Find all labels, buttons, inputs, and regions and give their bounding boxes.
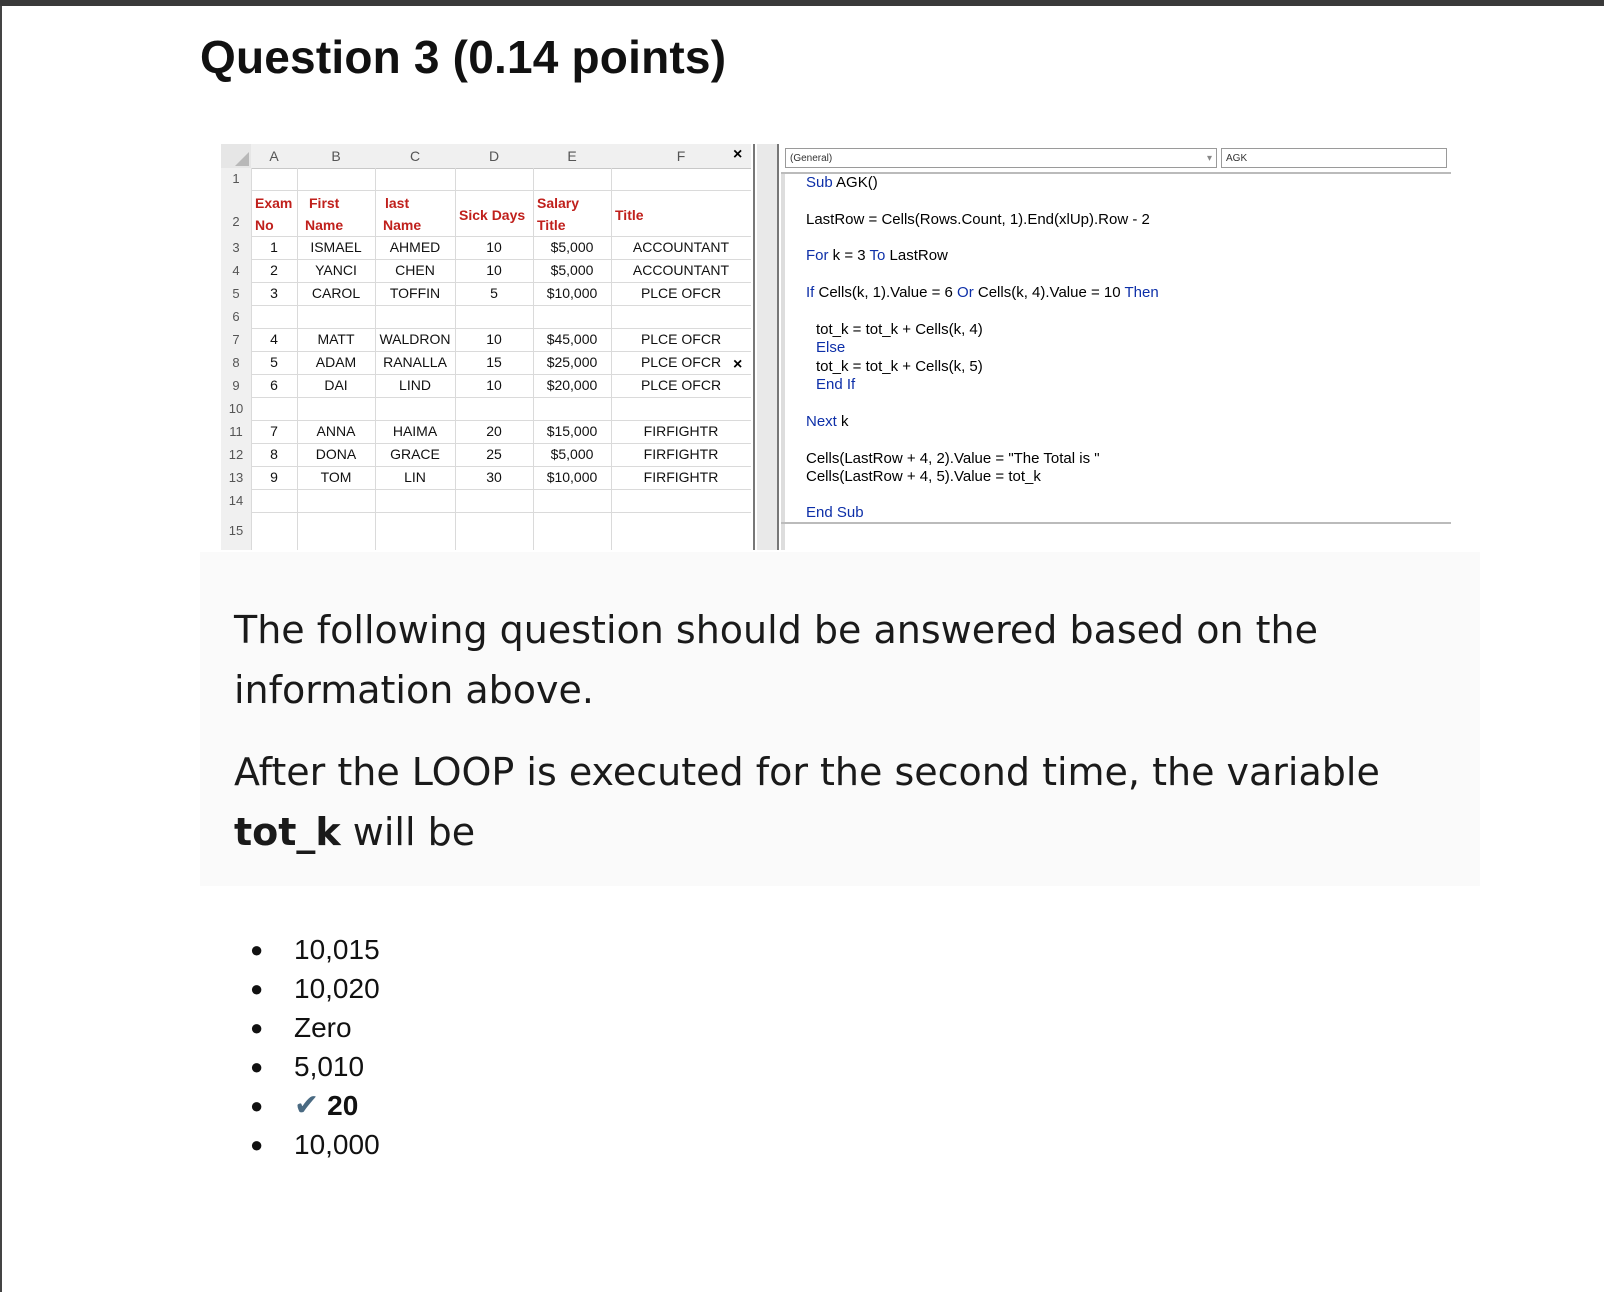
answer-label: 20 <box>327 1090 359 1121</box>
code-line-endsub[interactable]: End Sub <box>806 504 864 521</box>
for-end: LastRow <box>885 247 948 264</box>
grid-hline <box>251 305 751 306</box>
answer-label: Zero <box>294 1012 352 1043</box>
cell-title[interactable]: PLCE OFCR <box>640 354 722 370</box>
cell-title[interactable]: FIRFIGHTR <box>643 469 719 485</box>
cell-first[interactable]: ISMAEL <box>310 239 362 255</box>
row-number[interactable]: 14 <box>221 489 251 512</box>
cell-exam[interactable]: 7 <box>270 423 278 439</box>
cell-sick[interactable]: 5 <box>490 285 498 301</box>
split-scroll-strip[interactable] <box>757 144 777 550</box>
cell-last[interactable]: WALDRON <box>379 331 451 347</box>
kw-then: Then <box>1124 284 1159 301</box>
code-line-else[interactable]: Else <box>816 339 846 356</box>
grid-hline <box>251 512 751 513</box>
kw-next: Next <box>806 413 837 430</box>
kw-for: For <box>806 247 829 264</box>
prompt-line-4 <box>234 802 475 862</box>
cell-sick[interactable]: 20 <box>486 423 502 439</box>
bullet-icon: ● <box>250 1054 264 1079</box>
cell-first[interactable]: ANNA <box>316 423 356 439</box>
cell-last[interactable]: RANALLA <box>383 354 447 370</box>
bullet-icon: ● <box>250 1093 264 1118</box>
cell-title[interactable]: ACCOUNTANT <box>632 239 730 255</box>
cell-first[interactable]: DONA <box>315 446 357 462</box>
cell-first[interactable]: TOM <box>320 469 352 485</box>
cell-salary[interactable]: $10,000 <box>546 469 598 485</box>
cell-salary[interactable]: $20,000 <box>546 377 598 393</box>
grid-hline <box>251 190 751 191</box>
select-all-corner[interactable] <box>221 144 251 168</box>
editor-bottom-divider <box>781 522 1451 524</box>
cell-salary[interactable]: $25,000 <box>546 354 598 370</box>
answer-label: 5,010 <box>294 1051 365 1082</box>
cell-first[interactable]: MATT <box>317 331 355 347</box>
object-combo[interactable] <box>785 148 1217 168</box>
cell-title[interactable]: FIRFIGHTR <box>643 446 719 462</box>
cell-title[interactable]: PLCE OFCR <box>640 285 722 301</box>
header-title: Title <box>615 207 644 223</box>
row-number[interactable]: 15 <box>221 512 251 550</box>
cell-first[interactable]: ADAM <box>315 354 357 370</box>
prompt-line-4-rest: will be <box>340 810 476 854</box>
cell-first[interactable]: CAROL <box>311 285 361 301</box>
cell-sick[interactable]: 10 <box>486 331 502 347</box>
code-line-endif[interactable]: End If <box>816 376 856 393</box>
bullet-icon: ● <box>250 1132 264 1157</box>
cell-first[interactable]: YANCI <box>315 262 357 278</box>
kw-if: If <box>806 284 815 301</box>
cell-title[interactable]: PLCE OFCR <box>640 331 722 347</box>
cell-exam[interactable]: 3 <box>270 285 278 301</box>
next-end: k <box>836 413 849 430</box>
cell-sick[interactable]: 15 <box>486 354 502 370</box>
cell-exam[interactable]: 9 <box>270 469 278 485</box>
cell-exam[interactable]: 5 <box>270 354 278 370</box>
prompt-line-2: information above. <box>234 668 594 712</box>
pane-divider <box>753 144 755 550</box>
code-line-for[interactable] <box>806 247 948 264</box>
object-combo-value: (General) <box>790 153 833 164</box>
row-number[interactable]: 11 <box>221 420 251 443</box>
cell-exam[interactable]: 6 <box>270 377 278 393</box>
bullet-icon: ● <box>250 976 264 1001</box>
cell-exam[interactable]: 1 <box>270 239 278 255</box>
cell-salary[interactable]: $5,000 <box>550 262 594 278</box>
bullet-icon: ● <box>250 937 264 962</box>
header-salary-title: Salary <box>537 195 580 211</box>
answer-label: 10,000 <box>294 1129 380 1160</box>
column-letter[interactable]: B <box>331 148 341 164</box>
cell-salary[interactable]: $15,000 <box>546 423 598 439</box>
question-title: Question 3 (0.14 points) <box>200 31 727 83</box>
column-letter[interactable]: D <box>488 148 500 164</box>
chevron-down-icon: ▾ <box>1206 153 1212 164</box>
column-letter[interactable]: A <box>269 148 279 164</box>
row-number[interactable]: 10 <box>221 397 251 420</box>
row-number[interactable]: 12 <box>221 443 251 466</box>
cell-sick[interactable]: 10 <box>486 377 502 393</box>
cell-salary[interactable]: $5,000 <box>550 446 594 462</box>
cell-first[interactable]: DAI <box>324 377 348 393</box>
header-last-name: last <box>385 195 410 211</box>
cell-exam[interactable]: 2 <box>270 262 278 278</box>
question-prompt-panel <box>200 552 1480 886</box>
cell-sick[interactable]: 10 <box>486 262 502 278</box>
header-first-name-2: Name <box>305 217 344 233</box>
cell-exam[interactable]: 4 <box>270 331 278 347</box>
row-number[interactable]: 13 <box>221 466 251 489</box>
for-mid: k = 3 <box>828 247 870 264</box>
code-line-next[interactable] <box>806 413 849 430</box>
row-number[interactable]: 1 <box>221 168 251 190</box>
prompt-variable: tot_k <box>234 810 341 854</box>
cell-last[interactable]: LIN <box>404 469 426 485</box>
close-icon-2[interactable]: × <box>733 356 743 373</box>
cell-last[interactable]: CHEN <box>395 262 435 278</box>
row-number[interactable]: 7 <box>221 328 251 351</box>
prompt-line-1: The following question should be answered based on the <box>234 608 1319 652</box>
spreadsheet <box>221 144 751 550</box>
question-figure <box>221 144 1451 550</box>
top-border <box>0 0 1604 6</box>
sub-name: AGK() <box>832 174 878 191</box>
pane-divider-2 <box>777 144 779 550</box>
kw-to: To <box>869 247 886 264</box>
code-line-if[interactable] <box>806 284 1159 301</box>
kw-or: Or <box>957 284 974 301</box>
cell-exam[interactable]: 8 <box>270 446 278 462</box>
row-number[interactable]: 4 <box>221 259 251 282</box>
editor-header-divider <box>781 172 1451 174</box>
cell-sick[interactable]: 30 <box>486 469 502 485</box>
code-line-cells1[interactable]: Cells(LastRow + 4, 2).Value = "The Total is " <box>806 450 1100 467</box>
row-number[interactable]: 2 <box>221 190 251 236</box>
header-first-name: First <box>309 195 340 211</box>
header-last-name-2: Name <box>383 217 422 233</box>
if-mid2: Cells(k, 4).Value = 10 <box>973 284 1125 301</box>
vba-editor <box>781 144 1451 550</box>
code-line-cells2[interactable]: Cells(LastRow + 4, 5).Value = tot_k <box>806 468 1041 485</box>
cell-title[interactable]: FIRFIGHTR <box>643 423 719 439</box>
cell-salary[interactable]: $10,000 <box>546 285 598 301</box>
row-number[interactable]: 6 <box>221 305 251 328</box>
row-number[interactable]: 5 <box>221 282 251 305</box>
cell-last[interactable]: LIND <box>399 377 431 393</box>
row-number[interactable]: 9 <box>221 374 251 397</box>
cell-last[interactable]: HAIMA <box>392 423 438 439</box>
column-letter[interactable]: E <box>567 148 577 164</box>
checkmark-icon: ✔ <box>294 1089 320 1122</box>
cell-last[interactable]: GRACE <box>390 446 440 462</box>
correct-answer-label <box>294 1086 358 1125</box>
cell-sick[interactable]: 10 <box>486 239 502 255</box>
header-exam-no: Exam <box>255 195 293 211</box>
cell-sick[interactable]: 25 <box>486 446 502 462</box>
bullet-icon: ● <box>250 1015 264 1040</box>
column-letter[interactable]: C <box>409 148 421 164</box>
answer-label: 10,020 <box>294 973 380 1004</box>
prompt-line-3: After the LOOP is executed for the second time, the variable <box>234 750 1380 794</box>
column-letter[interactable]: F <box>676 148 686 164</box>
cell-last[interactable]: TOFFIN <box>389 285 441 301</box>
cell-title[interactable]: PLCE OFCR <box>640 377 722 393</box>
procedure-combo[interactable] <box>1221 148 1447 168</box>
close-icon[interactable]: × <box>733 146 743 163</box>
cell-title[interactable]: ACCOUNTANT <box>632 262 730 278</box>
if-mid1: Cells(k, 1).Value = 6 <box>814 284 958 301</box>
code-line-lastrow[interactable]: LastRow = Cells(Rows.Count, 1).End(xlUp).Row - 2 <box>806 211 1150 228</box>
row-number[interactable]: 8 <box>221 351 251 374</box>
header-sick-days: Sick Days <box>459 207 526 223</box>
cell-salary[interactable]: $5,000 <box>550 239 594 255</box>
left-border <box>0 6 2 1292</box>
row-number[interactable]: 3 <box>221 236 251 259</box>
procedure-combo-value: AGK <box>1226 153 1248 164</box>
code-line-tot2[interactable]: tot_k = tot_k + Cells(k, 5) <box>816 358 983 375</box>
code-line-sub[interactable] <box>806 174 878 191</box>
cell-salary[interactable]: $45,000 <box>546 331 598 347</box>
editor-gutter <box>781 174 785 550</box>
cell-last[interactable]: AHMED <box>389 239 441 255</box>
header-salary-title-2: Title <box>537 217 566 233</box>
grid-hline <box>251 397 751 398</box>
header-exam-no-2: No <box>255 217 274 233</box>
grid-hline <box>251 489 751 490</box>
answer-label: 10,015 <box>294 934 380 965</box>
kw-sub: Sub <box>806 174 833 191</box>
code-line-tot1[interactable]: tot_k = tot_k + Cells(k, 4) <box>816 321 983 338</box>
